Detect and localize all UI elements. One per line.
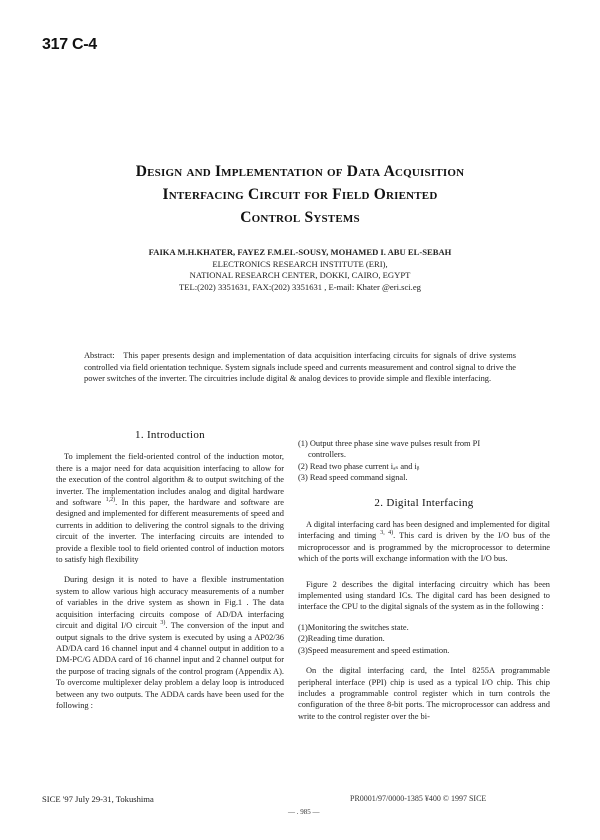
- list-text: Output three phase sine wave pulses result from PI: [309, 439, 481, 448]
- author-names: FAIKA M.H.KHATER, FAYEZ F.M.EL-SOUSY, MOHAMED I. ABU EL-SEBAH: [148, 247, 452, 257]
- abstract-label: Abstract:: [84, 351, 115, 360]
- section-heading-introduction: 1. Introduction: [135, 429, 205, 441]
- author-contact: TEL:(202) 3351631, FAX:(202) 3351631 , E-mail: Khater @eri.sci.eg: [179, 281, 421, 292]
- author-institute: ELECTRONICS RESEARCH INSTITUTE (ERI),: [212, 258, 388, 269]
- intro-p2-text-b: . The conversion of the input and output signals to the drive system is executed by using a AP02/36 AD/DA card 16 channel input and 4 channel output in addition to a DM-PC/G ADDA card of 16 channel input and 2 channel output for the purpose of tracing signals of the control program (Appendix A). To overcome multiplexer delay problem a delay loop is introduced between any two outputs. The ADDA cards have been used for the following :: [56, 621, 284, 710]
- digital-p1-text-a: A digital interfacing card has been designed and implemented for digital interfacing and timing: [298, 520, 550, 541]
- author-center: NATIONAL RESEARCH CENTER, DOKKI, CAIRO, EGYPT: [189, 270, 411, 281]
- list-item: (2)Reading time duration.: [298, 634, 385, 644]
- digital-paragraph-1: [298, 519, 550, 565]
- citation-ref: 3, 4): [380, 530, 394, 537]
- title-line-2: Interfacing Circuit for Field Oriented: [162, 186, 438, 203]
- footer-copyright: PR0001/97/0000-1385 ¥400 © 1997 SICE: [350, 794, 487, 803]
- intro-paragraph-1: [56, 451, 284, 565]
- page-number: — . 985 —: [288, 808, 320, 816]
- left-column: [56, 430, 284, 720]
- citation-ref: 1,2): [105, 497, 116, 504]
- list-item: [298, 472, 550, 483]
- list-item: [298, 438, 550, 449]
- footer-conference: SICE '97 July 29-31, Tokushima: [42, 794, 154, 804]
- digital-paragraph-2: Figure 2 describes the digital interfacing circuitry which has been implemented using standard ICs. The digital card has been designed to interface the CPU to the digital signals of the system as in the following :: [298, 579, 550, 612]
- intro-p2-text-a: During design it is noted to have a flexible instrumentation system to allow various high accuracy measurements of a number of variables in the drive system as shown in Fig.1 . The data acquisition interfacing circuits compose of AD/DA interfacing circuit and digital I/O circuit: [56, 575, 284, 631]
- digital-list: [298, 622, 550, 656]
- intro-p1-text-a: To implement the field-oriented control of the induction motor, there is a major need for data acquisition interfacing to allow for the execution of the control algorithm & to output switching of the inverter. The implementation includes analog and digital hardware and software: [56, 452, 284, 508]
- intro-p1-text-b: . In this paper, the hardware and software are designed and implemented for different measurements of speed and currents in addition to delivering the control signals to the driving circuit of the inverter. The interfacing circuits are intended to provide a flexible tool to field oriented control of induction motors to satisfy high flexibility: [56, 498, 285, 565]
- list-item: (3)Speed measurement and speed estimation.: [298, 645, 450, 655]
- list-number: (3): [298, 473, 308, 483]
- abstract-text: This paper presents design and implementation of data acquisition interfacing circuits for signals of drive systems controlled via field orientation technique. System signals include speed and currents measurement and control signal to drive the power switches of the inverter. The circuitries include digital & analog devices to provide simple and flexible interfacing.: [84, 351, 517, 384]
- citation-ref: 3): [160, 620, 166, 627]
- paper-code: 317 C-4: [42, 36, 97, 53]
- list-text: Read two phase current iₐₛ and iᵦ: [309, 461, 420, 471]
- digital-p1-text-b: . This card is driven by the I/O bus of the microprocessor and is programmed by the microprocessor to determine which of the ports will exchange information with the I/O bus.: [298, 531, 550, 564]
- section-heading-digital-interfacing: 2. Digital Interfacing: [374, 496, 474, 509]
- list-item: (1)Monitoring the switches state.: [298, 622, 409, 632]
- paper-title: [60, 160, 540, 229]
- list-item-continuation: controllers.: [308, 450, 346, 460]
- abstract: [84, 350, 516, 385]
- list-item: [298, 461, 550, 472]
- list-number: (2): [298, 461, 308, 471]
- intro-paragraph-2: [56, 574, 284, 711]
- list-text: Read speed command signal.: [309, 473, 408, 483]
- intro-list: [298, 438, 550, 484]
- author-block: [60, 247, 540, 293]
- list-number: (1): [298, 439, 308, 448]
- title-line-1: Design and Implementation of Data Acquisition: [135, 163, 465, 180]
- title-line-3: Control Systems: [240, 209, 360, 226]
- right-column: [298, 438, 550, 731]
- digital-paragraph-3: On the digital interfacing card, the Intel 8255A programmable peripheral interface (PPI) chip is used as a typical I/O chip. This chip includes a programmable control register which in turn controls the configuration of the three 8-bit ports. The microprocessor can address and write to the control register over the bi-: [298, 666, 550, 721]
